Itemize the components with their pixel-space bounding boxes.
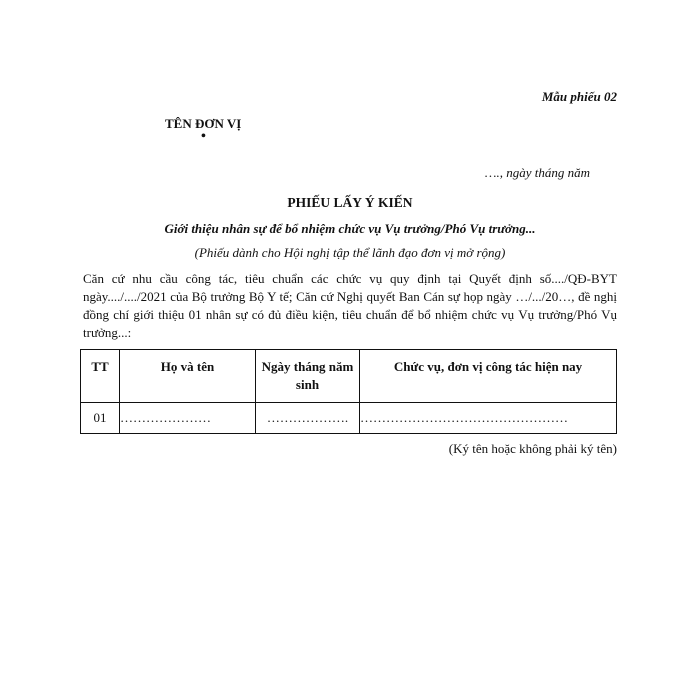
- table-header-row: [81, 350, 617, 403]
- nominee-table: [80, 349, 617, 434]
- cell-position-unit: …………………………………………: [360, 403, 617, 434]
- header-date-of-birth: Ngày tháng năm sinh: [256, 350, 360, 403]
- unit-bullet: •: [201, 129, 206, 144]
- cell-tt: 01: [81, 403, 120, 434]
- header-tt: TT: [81, 350, 120, 403]
- cell-date-of-birth: ……………….: [256, 403, 360, 434]
- form-number: Mẫu phiếu 02: [541, 89, 617, 104]
- cell-full-name: …………………: [120, 403, 256, 434]
- body-paragraph: Căn cứ nhu cầu công tác, tiêu chuẩn các chức vụ quy định tại Quyết định số..../QĐ-BYT ngày..../..../2021 của Bộ trưởng Bộ Y tế; Căn cứ Nghị quyết Ban Cán sự họp ngày …/.../20…, đề nghị đồng chí giới thiệu 01 nhân sự có đủ điều kiện, tiêu chuẩn để bổ nhiệm chức vụ Vụ trưởng/Phó Vụ trưởng...:: [83, 271, 617, 340]
- signature-note: (Ký tên hoặc không phải ký tên): [448, 441, 617, 456]
- table-row: [81, 403, 617, 434]
- header-position-unit: Chức vụ, đơn vị công tác hiện nay: [360, 350, 617, 403]
- document-note: (Phiếu dành cho Hội nghị tập thể lãnh đạo đơn vị mở rộng): [194, 245, 506, 260]
- document-title: PHIẾU LẤY Ý KIẾN: [287, 195, 413, 210]
- date-line: …., ngày tháng năm: [484, 165, 590, 180]
- header-full-name: Họ và tên: [120, 350, 256, 403]
- document-subtitle: Giới thiệu nhân sự để bổ nhiệm chức vụ Vụ trưởng/Phó Vụ trưởng...: [164, 221, 536, 236]
- unit-name: TÊN ĐƠN VỊ: [165, 116, 242, 131]
